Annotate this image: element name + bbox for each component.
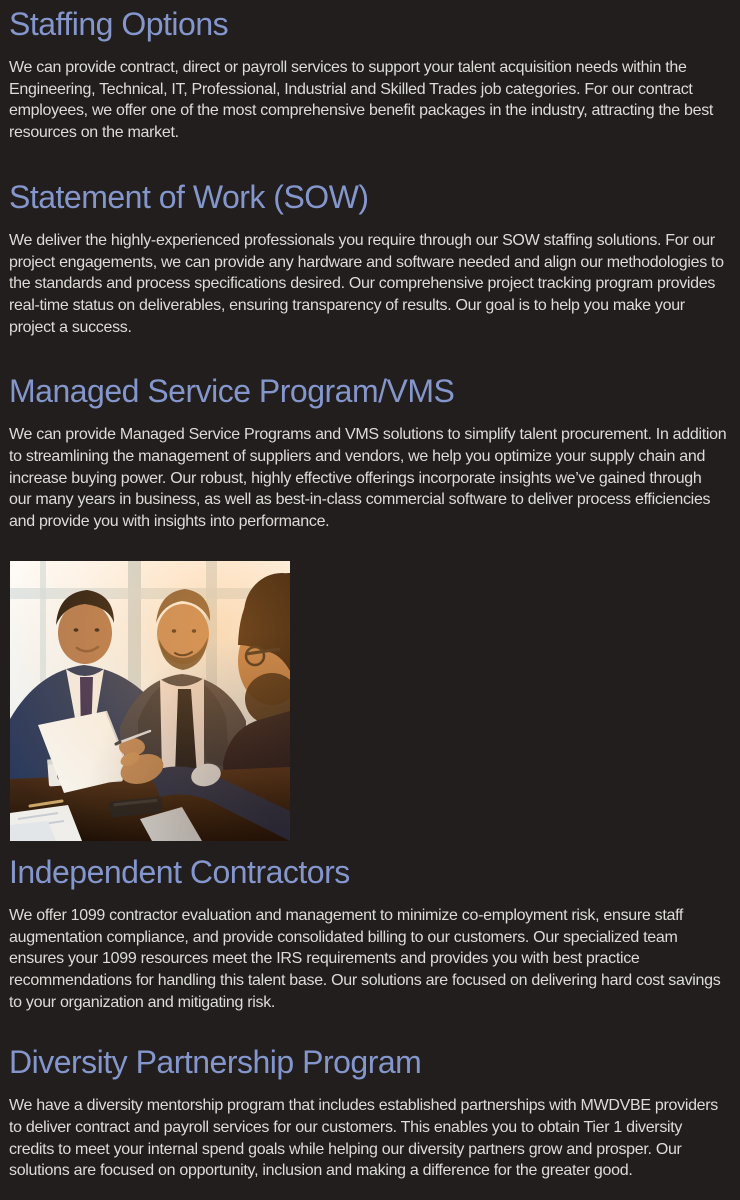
- section-diversity-partnership: [9, 1041, 727, 1182]
- section-heading: Staffing Options: [9, 6, 229, 42]
- vignette-overlay: [10, 561, 290, 841]
- section-staffing-options: [9, 3, 727, 144]
- business-meeting-illustration: [10, 561, 290, 841]
- section-body: We can provide contract, direct or payroll services to support your talent acquisition needs within the Engineering, Technical, IT, Professional, Industrial and Skilled Trades job categories. For our contract employees, we offer one of the most comprehensive benefit packages in the industry, attracting the best resources on the market.: [9, 59, 714, 142]
- section-independent-contractors: [9, 851, 727, 1014]
- section-body: We can provide Managed Service Programs and VMS solutions to simplify talent procurement. In addition to streamlining the management of suppliers and vendors, we help you optimize your supply chain and increase buying power. Our robust, highly effective offerings incorporate insights we’ve gained through our many years in business, as well as best-in-class commercial software to deliver process efficiencies and provide you with insights into performance.: [9, 426, 727, 531]
- section-body: We have a diversity mentorship program that includes established partnerships with MWDVBE providers to deliver contract and payroll services for our customers. This enables you to obtain Tier 1 diversity credits to meet your internal spend goals while helping our diversity partners grow and prosper. Our solutions are focused on opportunity, inclusion and making a difference for the greater good.: [9, 1097, 718, 1180]
- section-statement-of-work: [9, 176, 727, 339]
- section-body: We offer 1099 contractor evaluation and management to minimize co-employment risk, ensure staff augmentation compliance, and provide consolidated billing to our customers. Our specialized team ensures your 1099 resources meet the IRS requirements and provides you with best practice recommendations for handling this talent base. Our solutions are focused on delivering hard cost savings to your organization and mitigating risk.: [9, 906, 721, 1011]
- section-heading: Diversity Partnership Program: [9, 1044, 422, 1081]
- section-heading: Statement of Work (SOW): [9, 178, 369, 215]
- business-meeting-photo: [10, 561, 290, 841]
- section-managed-service-program: [9, 370, 727, 841]
- section-heading: Managed Service Program/VMS: [9, 373, 455, 410]
- section-body: We deliver the highly-experienced professionals you require through our SOW staffing solutions. For our project engagements, we can provide any hardware and software needed and align our methodologies to the standards and process specifications desired. Our comprehensive project tracking program provides real-time status on deliverables, ensuring transparency of results. Our goal is to help you make your project a success.: [9, 231, 724, 336]
- section-heading: Independent Contractors: [9, 853, 350, 890]
